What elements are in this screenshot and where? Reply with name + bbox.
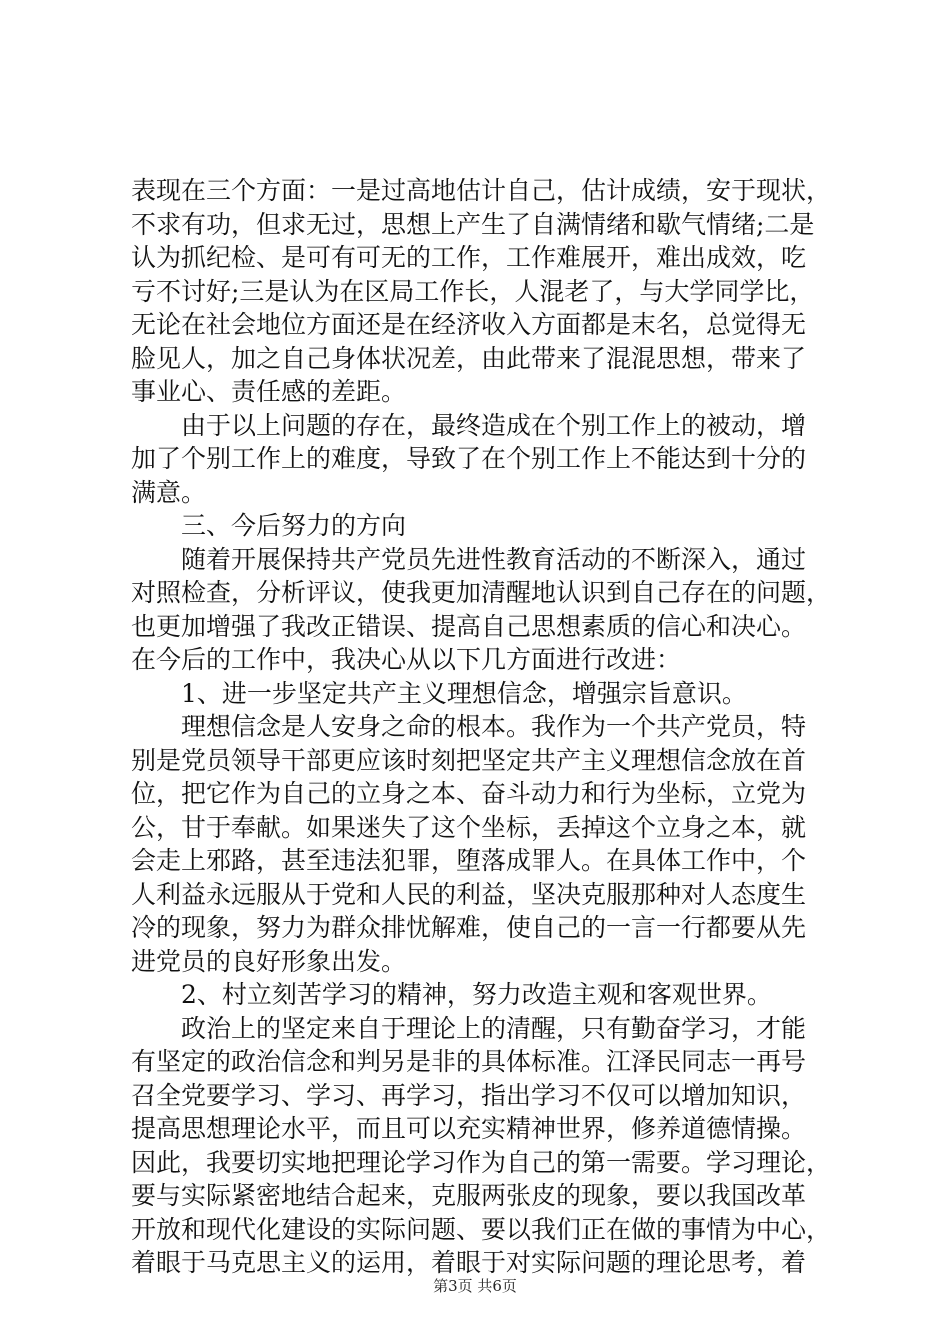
- text-line: 会走上邪路，甚至违法犯罪，堕落成罪人。在具体工作中，个: [131, 846, 807, 875]
- text-line: 位，把它作为自己的立身之本、奋斗动力和行为坐标，立党为: [131, 779, 807, 808]
- text-line: 在今后的工作中，我决心从以下几方面进行改进：: [131, 645, 682, 674]
- text-line: 人利益永远服从于党和人民的利益，坚决克服那种对人态度生: [131, 879, 807, 909]
- text-line: 三、今后努力的方向: [181, 511, 407, 540]
- text-line: 因此，我要切实地把理论学习作为自己的第一需要。学习理论，: [131, 1147, 832, 1177]
- text-line: 表现在三个方面：一是过高地估计自己，估计成绩，安于现状，: [131, 176, 832, 205]
- text-line: 随着开展保持共产党员先进性教育活动的不断深入，通过: [181, 544, 807, 574]
- text-line: 公，甘于奉献。如果迷失了这个坐标，丢掉这个立身之本，就: [131, 812, 807, 842]
- text-line: 事业心、责任感的差距。: [131, 377, 407, 406]
- document-body: [131, 174, 831, 1280]
- text-line: 冷的现象，努力为群众排忧解难，使自己的一言一行都要从先: [131, 913, 807, 942]
- text-line: 脸见人，加之自己身体状况差，由此带来了混混思想，带来了: [131, 343, 807, 373]
- text-line: 认为抓纪检、是可有可无的工作，工作难展开，难出成效，吃: [131, 243, 807, 272]
- text-line: 理想信念是人安身之命的根本。我作为一个共产党员，特: [181, 712, 807, 741]
- text-line: 无论在社会地位方面还是在经济收入方面都是末名，总觉得无: [131, 310, 807, 339]
- text-line: 满意。: [131, 477, 207, 507]
- text-line: 加了个别工作上的难度，导致了在个别工作上不能达到十分的: [131, 444, 807, 473]
- text-line: 别是党员领导干部更应该时刻把坚定共产主义理想信念放在首: [131, 745, 807, 775]
- text-line: 不求有功，但求无过，思想上产生了自满情绪和歇气情绪;二是: [131, 209, 815, 239]
- text-line: 2、村立刻苦学习的精神，努力改造主观和客观世界。: [181, 980, 772, 1009]
- text-line: 进党员的良好形象出发。: [131, 946, 407, 976]
- text-line: 1、进一步坚定共产主义理想信念，增强宗旨意识。: [181, 678, 747, 708]
- text-line: 对照检查，分析评议，使我更加清醒地认识到自己存在的问题，: [131, 578, 832, 607]
- text-line: 要与实际紧密地结合起来，克服两张皮的现象，要以我国改革: [131, 1181, 807, 1210]
- text-line: 也更加增强了我改正错误、提高自己思想素质的信心和决心。: [131, 611, 807, 641]
- text-line: 政治上的坚定来自于理论上的清醒，只有勤奋学习，才能: [181, 1013, 807, 1043]
- text-line: 亏不讨好;三是认为在区局工作长，人混老了，与大学同学比，: [131, 276, 815, 306]
- text-line: 提高思想理论水平，而且可以充实精神世界，修养道德情操。: [131, 1114, 807, 1143]
- page-footer: 第3页 共6页: [433, 1277, 517, 1295]
- text-line: 召全党要学习、学习、再学习，指出学习不仅可以增加知识，: [131, 1080, 807, 1110]
- text-line: 着眼于马克思主义的运用，着眼于对实际问题的理论思考，着: [131, 1248, 807, 1277]
- text-line: 由于以上问题的存在，最终造成在个别工作上的被动，增: [181, 410, 807, 440]
- text-line: 有坚定的政治信念和判另是非的具体标准。江泽民同志一再号: [131, 1047, 807, 1076]
- text-line: 开放和现代化建设的实际问题、要以我们正在做的事情为中心，: [131, 1214, 832, 1244]
